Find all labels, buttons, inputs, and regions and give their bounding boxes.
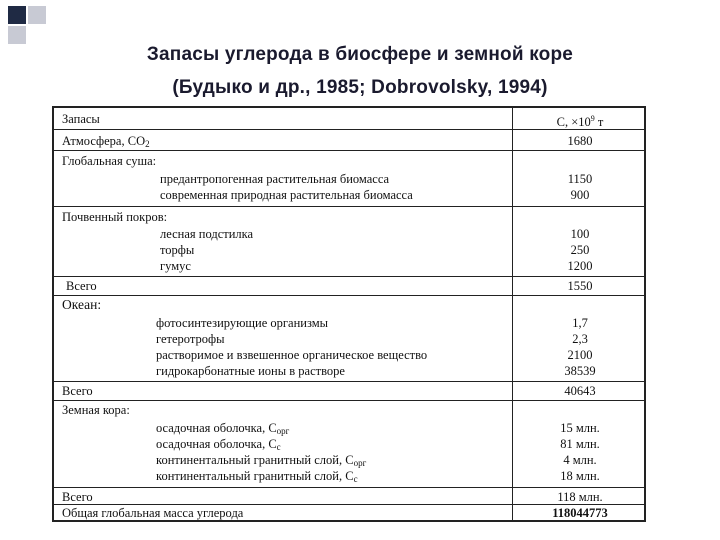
column-divider — [512, 108, 513, 520]
slide-title — [0, 38, 720, 104]
carbon-reserves-table: Запасы С, $\times 10^9$ т Атмосфера, $СО_2$ 1680 Глобальная суша: предантропогенная растительная биомасса 1150 современная природная растительная биомасса 900 Почвенный покров: лесная подстилка 100 торфы 250 гумус 1200 Всего 1550 Океан: фотосинтезирующие организмы 1,7 гетеротрофы 2,3 растворимое и взвешенное органическое вещество 2100 гидрокарбонатные ионы в растворе 38539 Всего 40643 Земная кора: осадочная оболочка, $С_{орг}$ 15 млн. осадочная оболочка, $С_с$ 81 млн. континентальный гранитный слой, $С_{орг}$ 4 млн. континентальный гранитный слой, $С_с$ 18 млн. Всего 118 млн. Общая глобальная масса углерода 118044773 — [52, 106, 646, 522]
title-line-2: (Будыко и др., 1985; Dobrovolsky, 1994) — [172, 77, 548, 98]
header-value: С, $\times 10^9$ т — [556, 114, 604, 129]
header-label: Запасы — [62, 112, 100, 126]
title-line-1: Запасы углерода в биосфере и земной коре — [146, 44, 574, 65]
